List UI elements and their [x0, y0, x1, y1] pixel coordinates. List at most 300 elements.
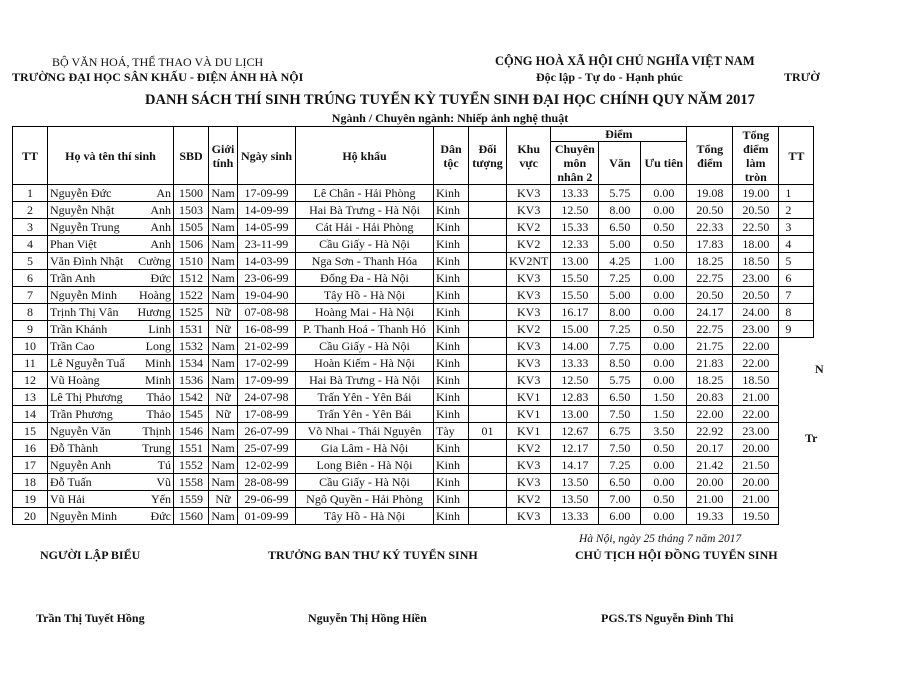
cell-total-rounded: 21.00	[733, 491, 779, 508]
school-name: TRƯỜNG ĐẠI HỌC SÂN KHẤU - ĐIỆN ẢNH HÀ NỘI	[12, 70, 304, 84]
cell-tt-right: 4	[779, 236, 814, 253]
cell-gender: Nữ	[209, 389, 238, 406]
col-header-priority: Đối tượng	[469, 127, 507, 185]
last-middle-name: Nguyễn Trung	[50, 219, 120, 234]
cell-area: KV3	[507, 457, 551, 474]
cell-literature: 7.25	[599, 270, 641, 287]
last-middle-name: Vũ Hoàng	[50, 372, 100, 387]
cell-total-rounded: 19.00	[733, 185, 779, 202]
side-fragment-tr: Tr	[805, 431, 818, 445]
cell-priority	[469, 389, 507, 406]
last-middle-name: Lê Thị Phương	[50, 389, 123, 404]
table-row	[13, 440, 814, 457]
first-name: Đức	[150, 508, 171, 523]
cell-total: 20.00	[687, 474, 733, 491]
cell-major-score: 12.67	[551, 423, 599, 440]
first-name: Hương	[137, 304, 171, 319]
cell-tt: 14	[13, 406, 48, 423]
cell-total-rounded: 22.00	[733, 338, 779, 355]
cell-name	[48, 423, 174, 440]
cell-bonus: 0.00	[641, 474, 687, 491]
first-name: Trung	[142, 440, 171, 455]
cell-sbd: 1558	[174, 474, 209, 491]
cell-tt-right	[779, 355, 814, 372]
col-header-scores: Điểm	[551, 127, 687, 142]
cell-tt: 17	[13, 457, 48, 474]
cell-tt: 8	[13, 304, 48, 321]
cell-literature: 8.00	[599, 202, 641, 219]
cell-priority	[469, 491, 507, 508]
cell-major-score: 16.17	[551, 304, 599, 321]
cell-bonus: 0.00	[641, 202, 687, 219]
cell-sbd: 1503	[174, 202, 209, 219]
cell-address: Hoàn Kiếm - Hà Nội	[296, 355, 434, 372]
cell-ethnicity: Kinh	[434, 236, 469, 253]
cell-priority	[469, 321, 507, 338]
cell-address: Tây Hồ - Hà Nội	[296, 287, 434, 304]
cell-tt-right	[779, 508, 814, 525]
cell-gender: Nam	[209, 185, 238, 202]
cell-dob: 14-03-99	[238, 253, 296, 270]
cell-area: KV2	[507, 491, 551, 508]
last-middle-name: Lê Nguyễn Tuấ	[50, 355, 125, 370]
cell-bonus: 0.50	[641, 236, 687, 253]
cell-major-score: 13.00	[551, 253, 599, 270]
signer-role-preparer: NGƯỜI LẬP BIỂU	[40, 548, 141, 562]
cell-priority	[469, 508, 507, 525]
cell-gender: Nam	[209, 236, 238, 253]
cell-area: KV1	[507, 406, 551, 423]
cell-area: KV2	[507, 236, 551, 253]
cut-off-header-text: TRƯỜ	[784, 70, 820, 84]
table-header-row	[13, 127, 814, 142]
cell-area: KV3	[507, 304, 551, 321]
document-title: DANH SÁCH THÍ SINH TRÚNG TUYỂN KỲ TUYỂN SINH ĐẠI HỌC CHÍNH QUY NĂM 2017	[145, 92, 755, 108]
cell-bonus: 0.00	[641, 304, 687, 321]
cell-ethnicity: Kinh	[434, 338, 469, 355]
signer-name-preparer: Trần Thị Tuyết Hồng	[36, 611, 145, 625]
cell-total-rounded: 23.00	[733, 270, 779, 287]
cell-tt: 13	[13, 389, 48, 406]
last-middle-name: Nguyễn Minh	[50, 287, 117, 302]
cell-total-rounded: 21.00	[733, 389, 779, 406]
cell-tt-right: 7	[779, 287, 814, 304]
cell-address: Cầu Giấy - Hà Nội	[296, 338, 434, 355]
first-name: Hoàng	[139, 287, 171, 302]
cell-sbd: 1534	[174, 355, 209, 372]
cell-tt: 5	[13, 253, 48, 270]
table-row	[13, 508, 814, 525]
table-row	[13, 338, 814, 355]
cell-name	[48, 474, 174, 491]
cell-address: Võ Nhai - Thái Nguyên	[296, 423, 434, 440]
side-fragment-n: N	[815, 362, 824, 376]
col-header-literature: Văn	[599, 142, 641, 185]
cell-priority	[469, 440, 507, 457]
cell-address: Nga Sơn - Thanh Hóa	[296, 253, 434, 270]
first-name: Long	[145, 338, 171, 353]
last-middle-name: Văn Đình Nhật	[50, 253, 124, 268]
cell-total-rounded: 20.50	[733, 202, 779, 219]
cell-address: Cầu Giấy - Hà Nội	[296, 474, 434, 491]
cell-ethnicity: Kinh	[434, 508, 469, 525]
col-header-dob: Ngày sinh	[238, 127, 296, 185]
cell-major-score: 12.17	[551, 440, 599, 457]
table-row	[13, 304, 814, 321]
cell-total-rounded: 22.50	[733, 219, 779, 236]
cell-area: KV3	[507, 372, 551, 389]
cell-tt-right: 5	[779, 253, 814, 270]
cell-total-rounded: 20.00	[733, 474, 779, 491]
cell-name	[48, 270, 174, 287]
ministry-name: BỘ VĂN HOÁ, THỂ THAO VÀ DU LỊCH	[52, 55, 264, 69]
cell-literature: 7.25	[599, 457, 641, 474]
first-name: Cường	[138, 253, 171, 268]
first-name: Thảo	[146, 406, 171, 421]
cell-ethnicity: Kinh	[434, 474, 469, 491]
cell-major-score: 13.50	[551, 474, 599, 491]
cell-area: KV3	[507, 508, 551, 525]
cell-sbd: 1531	[174, 321, 209, 338]
cell-tt: 20	[13, 508, 48, 525]
cell-total-rounded: 22.00	[733, 355, 779, 372]
cell-bonus: 0.00	[641, 338, 687, 355]
cell-priority	[469, 236, 507, 253]
cell-major-score: 13.50	[551, 491, 599, 508]
cell-name	[48, 372, 174, 389]
cell-dob: 28-08-99	[238, 474, 296, 491]
cell-gender: Nữ	[209, 304, 238, 321]
cell-total: 21.83	[687, 355, 733, 372]
col-header-name: Họ và tên thí sinh	[48, 127, 174, 185]
cell-major-score: 13.33	[551, 185, 599, 202]
cell-total: 20.17	[687, 440, 733, 457]
first-name: Anh	[150, 236, 171, 251]
table-row	[13, 185, 814, 202]
first-name: Tú	[157, 457, 171, 472]
cell-priority	[469, 253, 507, 270]
cell-priority	[469, 185, 507, 202]
cell-sbd: 1560	[174, 508, 209, 525]
first-name: Minh	[144, 355, 171, 370]
cell-address: Cầu Giấy - Hà Nội	[296, 236, 434, 253]
cell-ethnicity: Kinh	[434, 219, 469, 236]
republic-title: CỘNG HOÀ XÃ HỘI CHỦ NGHĨA VIỆT NAM	[495, 54, 755, 68]
cell-total-rounded: 18.00	[733, 236, 779, 253]
cell-bonus: 1.50	[641, 406, 687, 423]
cell-address: Ngô Quyền - Hải Phòng	[296, 491, 434, 508]
cell-address: Tây Hồ - Hà Nội	[296, 508, 434, 525]
cell-bonus: 0.00	[641, 457, 687, 474]
cell-total: 22.00	[687, 406, 733, 423]
cell-literature: 5.75	[599, 185, 641, 202]
cell-name	[48, 253, 174, 270]
cell-total: 21.42	[687, 457, 733, 474]
cell-literature: 7.00	[599, 491, 641, 508]
cell-address: Đống Đa - Hà Nội	[296, 270, 434, 287]
cell-name	[48, 440, 174, 457]
cell-priority: 01	[469, 423, 507, 440]
cell-total: 21.00	[687, 491, 733, 508]
cell-bonus: 0.00	[641, 355, 687, 372]
cell-name	[48, 457, 174, 474]
col-header-major-score: Chuyên môn nhân 2	[551, 142, 599, 185]
col-header-total: Tổng điểm	[687, 127, 733, 185]
cell-name	[48, 304, 174, 321]
cell-major-score: 12.50	[551, 372, 599, 389]
cell-literature: 5.00	[599, 236, 641, 253]
cell-dob: 17-09-99	[238, 185, 296, 202]
cell-tt-right: 8	[779, 304, 814, 321]
cell-priority	[469, 457, 507, 474]
cell-tt: 7	[13, 287, 48, 304]
col-header-sbd: SBD	[174, 127, 209, 185]
last-middle-name: Đỗ Thành	[50, 440, 99, 455]
cell-sbd: 1512	[174, 270, 209, 287]
cell-area: KV3	[507, 287, 551, 304]
results-body	[13, 185, 814, 525]
cell-dob: 25-07-99	[238, 440, 296, 457]
cell-literature: 8.50	[599, 355, 641, 372]
first-name: Yến	[151, 491, 171, 506]
cell-tt: 19	[13, 491, 48, 508]
cell-name	[48, 202, 174, 219]
first-name: Linh	[148, 321, 171, 336]
table-row	[13, 270, 814, 287]
cell-literature: 8.00	[599, 304, 641, 321]
signer-name-chairman: PGS.TS Nguyễn Đình Thi	[601, 611, 734, 625]
cell-address: Hai Bà Trưng - Hà Nội	[296, 202, 434, 219]
cell-total: 21.75	[687, 338, 733, 355]
cell-tt-right: 2	[779, 202, 814, 219]
cell-literature: 7.25	[599, 321, 641, 338]
cell-total: 19.33	[687, 508, 733, 525]
cell-area: KV3	[507, 338, 551, 355]
cell-major-score: 15.33	[551, 219, 599, 236]
cell-dob: 16-08-99	[238, 321, 296, 338]
cell-address: Long Biên - Hà Nội	[296, 457, 434, 474]
cell-bonus: 0.50	[641, 491, 687, 508]
cell-gender: Nữ	[209, 406, 238, 423]
cell-priority	[469, 372, 507, 389]
cell-address: Lê Chân - Hải Phòng	[296, 185, 434, 202]
cell-bonus: 0.00	[641, 185, 687, 202]
first-name: An	[156, 185, 171, 200]
cell-bonus: 0.50	[641, 219, 687, 236]
last-middle-name: Nguyễn Minh	[50, 508, 117, 523]
first-name: Vũ	[156, 474, 171, 489]
cell-area: KV3	[507, 185, 551, 202]
cell-dob: 07-08-98	[238, 304, 296, 321]
last-middle-name: Nguyễn Văn	[50, 423, 111, 438]
col-header-address: Hộ khẩu	[296, 127, 434, 185]
col-header-area: Khu vực	[507, 127, 551, 185]
last-middle-name: Trần Cao	[50, 338, 95, 353]
last-middle-name: Nguyễn Anh	[50, 457, 111, 472]
cell-priority	[469, 287, 507, 304]
cell-name	[48, 389, 174, 406]
cell-name	[48, 491, 174, 508]
cell-dob: 24-07-98	[238, 389, 296, 406]
cell-tt: 11	[13, 355, 48, 372]
cell-area: KV3	[507, 202, 551, 219]
cell-sbd: 1510	[174, 253, 209, 270]
cell-bonus: 0.50	[641, 440, 687, 457]
cell-tt-right	[779, 372, 814, 389]
cell-tt-right: 6	[779, 270, 814, 287]
signer-role-chairman: CHỦ TỊCH HỘI ĐỒNG TUYỂN SINH	[575, 548, 778, 562]
cell-dob: 17-02-99	[238, 355, 296, 372]
last-middle-name: Trần Anh	[50, 270, 96, 285]
cell-priority	[469, 355, 507, 372]
cell-total-rounded: 20.50	[733, 287, 779, 304]
cell-total: 24.17	[687, 304, 733, 321]
table-row	[13, 491, 814, 508]
cell-ethnicity: Kinh	[434, 185, 469, 202]
cell-total: 22.33	[687, 219, 733, 236]
cell-ethnicity: Kinh	[434, 253, 469, 270]
cell-total-rounded: 23.00	[733, 321, 779, 338]
cell-sbd: 1546	[174, 423, 209, 440]
cell-tt: 18	[13, 474, 48, 491]
last-middle-name: Đỗ Tuấn	[50, 474, 92, 489]
last-middle-name: Vũ Hải	[50, 491, 85, 506]
cell-tt: 10	[13, 338, 48, 355]
cell-gender: Nam	[209, 270, 238, 287]
cell-name	[48, 219, 174, 236]
last-middle-name: Trần Khánh	[50, 321, 108, 336]
table-row	[13, 406, 814, 423]
cell-total-rounded: 20.00	[733, 440, 779, 457]
cell-sbd: 1551	[174, 440, 209, 457]
table-row	[13, 321, 814, 338]
cell-gender: Nam	[209, 440, 238, 457]
col-header-total-rounded: Tổng điểm làm tròn	[733, 127, 779, 185]
results-table	[12, 126, 814, 525]
cell-major-score: 12.83	[551, 389, 599, 406]
cell-major-score: 14.17	[551, 457, 599, 474]
cell-ethnicity: Kinh	[434, 321, 469, 338]
cell-address: Hai Bà Trưng - Hà Nội	[296, 372, 434, 389]
cell-literature: 6.75	[599, 423, 641, 440]
col-header-bonus: Ưu tiên	[641, 142, 687, 185]
cell-ethnicity: Kinh	[434, 389, 469, 406]
cell-gender: Nam	[209, 508, 238, 525]
cell-gender: Nam	[209, 457, 238, 474]
cell-priority	[469, 202, 507, 219]
cell-dob: 01-09-99	[238, 508, 296, 525]
table-row	[13, 474, 814, 491]
cell-priority	[469, 219, 507, 236]
cell-name	[48, 355, 174, 372]
col-header-ethnicity: Dân tộc	[434, 127, 469, 185]
cell-area: KV2	[507, 219, 551, 236]
cell-sbd: 1506	[174, 236, 209, 253]
cell-gender: Nam	[209, 219, 238, 236]
cell-area: KV2NT	[507, 253, 551, 270]
cell-bonus: 1.00	[641, 253, 687, 270]
cell-dob: 23-06-99	[238, 270, 296, 287]
cell-literature: 6.50	[599, 389, 641, 406]
cell-total: 22.75	[687, 321, 733, 338]
cell-ethnicity: Kinh	[434, 491, 469, 508]
cell-name	[48, 287, 174, 304]
cell-tt-right: 9	[779, 321, 814, 338]
cell-name	[48, 406, 174, 423]
cell-major-score: 15.50	[551, 270, 599, 287]
first-name: Anh	[150, 202, 171, 217]
cell-priority	[469, 338, 507, 355]
table-row	[13, 236, 814, 253]
cell-ethnicity: Kinh	[434, 304, 469, 321]
cell-ethnicity: Kinh	[434, 270, 469, 287]
cell-priority	[469, 304, 507, 321]
cell-area: KV2	[507, 440, 551, 457]
table-row	[13, 457, 814, 474]
cell-sbd: 1542	[174, 389, 209, 406]
cell-sbd: 1500	[174, 185, 209, 202]
cell-total-rounded: 24.00	[733, 304, 779, 321]
cell-name	[48, 508, 174, 525]
cell-bonus: 0.00	[641, 508, 687, 525]
cell-dob: 26-07-99	[238, 423, 296, 440]
cell-address: P. Thanh Hoá - Thanh Hó	[296, 321, 434, 338]
cell-major-score: 13.00	[551, 406, 599, 423]
cell-address: Trấn Yên - Yên Bái	[296, 389, 434, 406]
cell-ethnicity: Tày	[434, 423, 469, 440]
cell-gender: Nam	[209, 372, 238, 389]
cell-priority	[469, 474, 507, 491]
cell-address: Trấn Yên - Yên Bái	[296, 406, 434, 423]
first-name: Đức	[150, 270, 171, 285]
cell-tt-right	[779, 457, 814, 474]
cell-major-score: 12.33	[551, 236, 599, 253]
cell-name	[48, 185, 174, 202]
cell-gender: Nam	[209, 338, 238, 355]
first-name: Minh	[144, 372, 171, 387]
cell-literature: 6.00	[599, 508, 641, 525]
table-row	[13, 423, 814, 440]
table-row	[13, 389, 814, 406]
cell-sbd: 1536	[174, 372, 209, 389]
cell-tt-right: 1	[779, 185, 814, 202]
cell-major-score: 15.00	[551, 321, 599, 338]
cell-dob: 17-09-99	[238, 372, 296, 389]
cell-tt-right	[779, 474, 814, 491]
cell-address: Cát Hải - Hải Phòng	[296, 219, 434, 236]
cell-major-score: 12.50	[551, 202, 599, 219]
cell-sbd: 1545	[174, 406, 209, 423]
cell-literature: 7.75	[599, 338, 641, 355]
cell-total-rounded: 21.50	[733, 457, 779, 474]
cell-literature: 4.25	[599, 253, 641, 270]
cell-major-score: 13.33	[551, 508, 599, 525]
table-row	[13, 219, 814, 236]
cell-ethnicity: Kinh	[434, 406, 469, 423]
cell-ethnicity: Kinh	[434, 372, 469, 389]
cell-address: Hoàng Mai - Hà Nội	[296, 304, 434, 321]
cell-tt-right	[779, 406, 814, 423]
cell-address: Gia Lâm - Hà Nội	[296, 440, 434, 457]
cell-dob: 23-11-99	[238, 236, 296, 253]
cell-literature: 5.00	[599, 287, 641, 304]
cell-sbd: 1532	[174, 338, 209, 355]
first-name: Anh	[150, 219, 171, 234]
table-row	[13, 202, 814, 219]
cell-tt-right	[779, 491, 814, 508]
cell-gender: Nam	[209, 474, 238, 491]
cell-sbd: 1552	[174, 457, 209, 474]
